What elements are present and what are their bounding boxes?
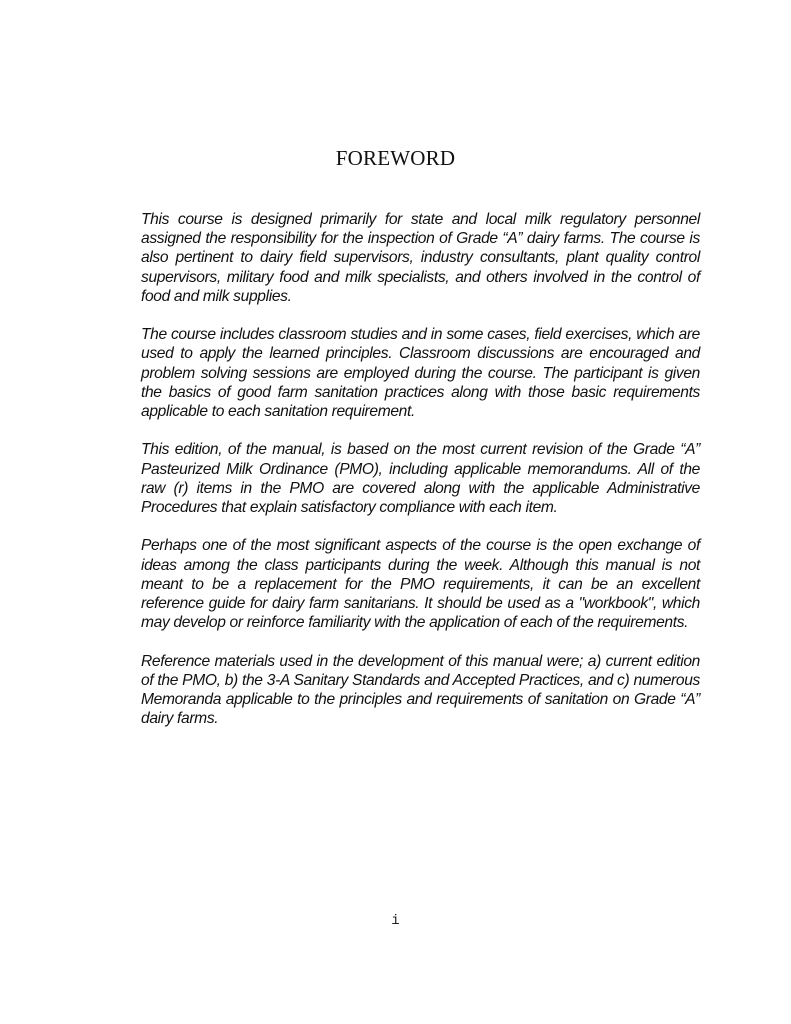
paragraph-intended-audience: This course is designed primarily for state and local milk regulatory personnel assigned the responsibility for the inspection of Grade “A” dairy farms. The course is also pertinent to dairy field supervisors, industry consultants, plant quality control supervisors, military food and milk specialists, and others involved in the control of food and milk supplies. [141, 211, 700, 305]
page-title: FOREWORD [335, 146, 456, 170]
foreword-body [141, 210, 700, 748]
paragraph-significance: Perhaps one of the most significant aspects of the course is the open exchange of ideas among the class participants during the week. Although this manual is not meant to be a replacement for the PMO requirements, it can be an excellent reference guide for dairy farm sanitarians. It should be used as a "workbook", which may develop or reinforce familiarity with the application of each of the requirements. [141, 537, 700, 632]
paragraph-reference-materials: Reference materials used in the development of this manual were; a) current edition of the PMO, b) the 3-A Sanitary Standards and Accepted Practices, and c) numerous Memoranda applicable to the principles and requirements of sanitation on Grade “A” dairy farms. [141, 652, 700, 728]
paragraph-course-content: The course includes classroom studies and in some cases, field exercises, which are used to apply the learned principles. Classroom discussions are encouraged and problem solving sessions are employed during the course. The participant is given the basics of good farm sanitation practices along with those basic requirements applicable to each sanitation requirement. [141, 326, 700, 421]
page-number: i [391, 913, 400, 929]
paragraph-edition-basis: This edition, of the manual, is based on the most current revision of the Grade “A” Pasteurized Milk Ordinance (PMO), including applicable memorandums. All of the raw (r) items in the PMO are covered along with the applicable Administrative Procedures that explain satisfactory compliance with each item. [141, 441, 700, 517]
